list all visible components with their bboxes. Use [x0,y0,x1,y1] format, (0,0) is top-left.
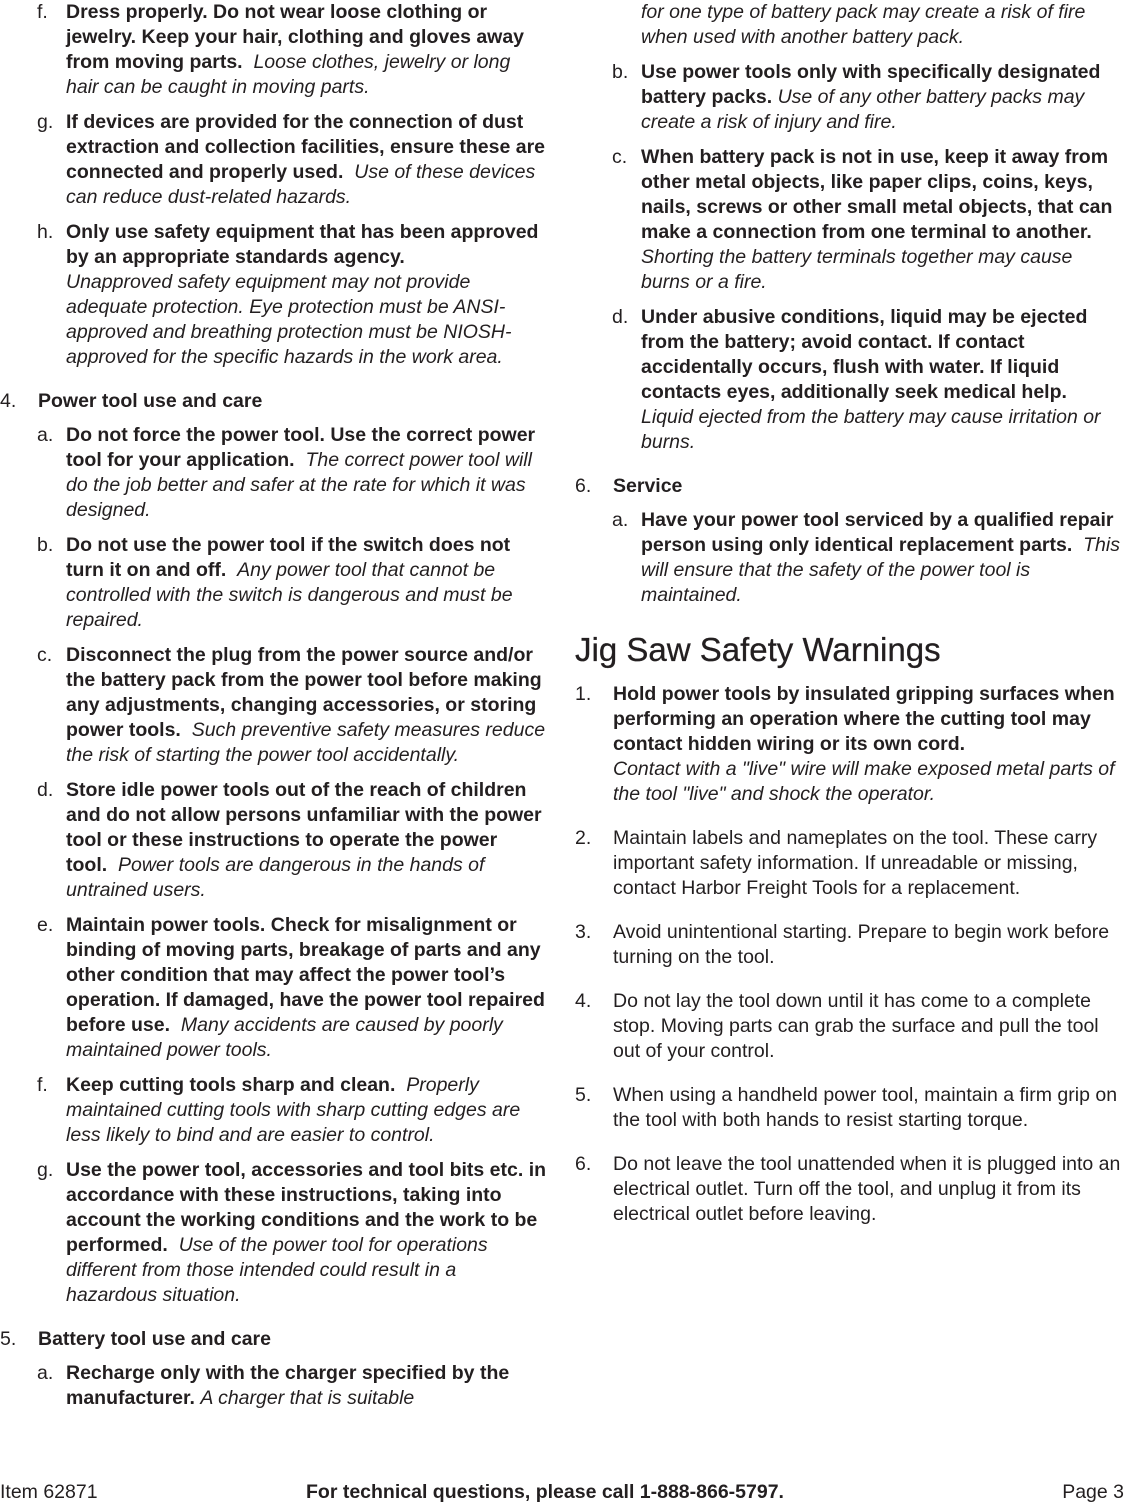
list-item [575,508,1124,608]
item-italic-text: Liquid ejected from the battery may cause irritation or burns. [641,406,1101,453]
item-bold-text: When battery pack is not in use, keep it away from other metal objects, like paper clips, coins, keys, nails, screws or other small metal objects, that can make a connection from one terminal to another. [641,146,1113,243]
list-item [0,778,548,903]
list-item [0,533,548,633]
item-italic-text: Shorting the battery terminals together may cause burns or a fire. [641,246,1073,293]
item-letter: c. [612,146,628,168]
section-number: 4. [0,390,17,412]
warning-number: 2. [575,827,592,849]
list-item [0,1073,548,1148]
item-bold-text: Only use safety equipment that has been approved by an appropriate standards agency. [66,221,539,268]
list-item [575,305,1124,455]
warning-italic-text: Contact with a "live" wire will make exposed metal parts of the tool "live" and shock the operator. [613,758,1115,805]
list-item [0,110,548,210]
section-heading [575,474,1124,499]
item-letter: g. [37,1159,54,1181]
page-footer [0,1480,1124,1506]
section-title: Service [613,475,683,497]
item-letter: d. [612,306,629,328]
list-item [575,145,1124,295]
right-column [575,0,1124,1246]
item-bold-text: Dress properly. Do not wear loose clothing or jewelry. Keep your hair, clothing and gloves away from moving parts. [66,1,525,73]
warning-text: Do not leave the tool unattended when it is plugged into an electrical outlet. Turn off the tool, and unplug it from its electrical outlet before leaving. [613,1153,1121,1225]
warning-text: Maintain labels and nameplates on the tool. These carry important safety information. If unreadable or missing, contact Harbor Freight Tools for a replacement. [613,827,1098,899]
item-bold-text: Keep cutting tools sharp and clean. [66,1074,396,1096]
item-italic-text: A charger that is suitable [200,1387,415,1409]
left-column [0,0,548,1421]
warning-number: 3. [575,921,592,943]
item-italic-text: Loose clothes, jewelry or long hair can be caught in moving parts. [66,51,511,98]
list-item [575,60,1124,135]
list-item [0,0,548,100]
item-italic-text: Any power tool that cannot be controlled with the switch is dangerous and must be repaired. [66,559,513,631]
item-bold-text: Under abusive conditions, liquid may be ejected from the battery; avoid contact. If contact accidentally occurs, flush with water. If liquid contacts eyes, additionally seek medical help. [641,306,1088,403]
warning-item [575,989,1124,1064]
warning-item [575,920,1124,970]
section-number: 5. [0,1328,17,1350]
list-item [0,1361,548,1411]
list-item [0,1158,548,1308]
list-item [0,423,548,523]
item-bold-text: Use power tools only with specifically designated battery packs. [641,61,1101,108]
item-italic-text: Power tools are dangerous in the hands of untrained users. [66,854,485,901]
section-title: Power tool use and care [38,390,263,412]
warning-number: 5. [575,1084,592,1106]
warning-number: 4. [575,990,592,1012]
item-italic-text: The correct power tool will do the job better and safer at the rate for which it was designed. [66,449,532,521]
warning-text: When using a handheld power tool, maintain a firm grip on the tool with both hands to resist starting torque. [613,1084,1118,1131]
item-italic-text: Properly maintained cutting tools with sharp cutting edges are less likely to bind and are easier to control. [66,1074,521,1146]
item-bold-text: If devices are provided for the connection of dust extraction and collection facilities, ensure these are connected and properly used. [66,111,546,183]
warning-item [575,1152,1124,1227]
item-letter: a. [612,509,629,531]
continued-text: for one type of battery pack may create a risk of fire when used with another battery pack. [641,1,1086,48]
list-item [0,643,548,768]
item-italic-text: Use of the power tool for operations different from those intended could result in a hazardous situation. [66,1234,488,1306]
item-number: Item 62871 [0,1481,98,1503]
section-title: Battery tool use and care [38,1328,271,1350]
item-letter: b. [37,534,54,556]
page-number: Page 3 [1062,1481,1124,1503]
item-letter: f. [37,1074,48,1096]
item-bold-text: Do not force the power tool. Use the correct power tool for your application. [66,424,536,471]
item-italic-text: Use of any other battery packs may create a risk of injury and fire. [641,86,1085,133]
warning-text: Avoid unintentional starting. Prepare to begin work before turning on the tool. [613,921,1110,968]
warning-number: 6. [575,1153,592,1175]
warning-text: Do not lay the tool down until it has come to a complete stop. Moving parts can grab the surface and pull the tool out of your control. [613,990,1099,1062]
item-bold-text: Do not use the power tool if the switch does not turn it on and off. [66,534,511,581]
section-heading [0,389,548,414]
item-letter: c. [37,644,53,666]
warning-item [575,682,1124,807]
item-letter: g. [37,111,54,133]
item-letter: h. [37,221,54,243]
item-bold-text: Have your power tool serviced by a qualified repair person using only identical replacement parts. [641,509,1114,556]
support-phone-line: For technical questions, please call 1-888-866-5797. [306,1481,784,1503]
warning-item [575,826,1124,901]
item-italic-text: Use of these devices can reduce dust-related hazards. [66,161,536,208]
item-bold-text: Recharge only with the charger specified by the manufacturer. [66,1362,510,1409]
item-italic-text: This will ensure that the safety of the power tool is maintained. [641,534,1120,606]
jig-saw-heading: Jig Saw Safety Warnings [575,631,941,668]
warning-item [575,1083,1124,1133]
item-letter: b. [612,61,629,83]
item-bold-text: Disconnect the plug from the power source and/or the battery pack from the power tool before making any adjustments, changing accessories, or storing power tools. [66,644,542,741]
item-italic-text: Unapproved safety equipment may not provide adequate protection. Eye protection must be ANSI-approved and breathing protection must be NIOSH-approved for the specific hazards in the work area. [66,271,512,368]
section-number: 6. [575,475,592,497]
item-italic-text: Many accidents are caused by poorly maintained power tools. [66,1014,503,1061]
warning-bold-text: Hold power tools by insulated gripping surfaces when performing an operation where the cutting tool may contact hidden wiring or its own cord. [613,683,1115,755]
item-letter: a. [37,1362,54,1384]
item-italic-text: Such preventive safety measures reduce the risk of starting the power tool accidentally. [66,719,546,766]
item-letter: d. [37,779,54,801]
section-heading [0,1327,548,1352]
item-letter: e. [37,914,54,936]
item-bold-text: Maintain power tools. Check for misalignment or binding of moving parts, breakage of parts and any other condition that may affect the power tool’s operation. If damaged, have the power tool repaired before use. [66,914,545,1036]
item-bold-text: Use the power tool, accessories and tool bits etc. in accordance with these instructions, taking into account the working conditions and the work to be performed. [66,1159,547,1256]
warning-number: 1. [575,683,592,705]
list-item [0,913,548,1063]
item-letter: f. [37,1,48,23]
item-bold-text: Store idle power tools out of the reach of children and do not allow persons unfamiliar with the power tool or these instructions to operate the power tool. [66,779,542,876]
list-item [0,220,548,370]
item-letter: a. [37,424,54,446]
